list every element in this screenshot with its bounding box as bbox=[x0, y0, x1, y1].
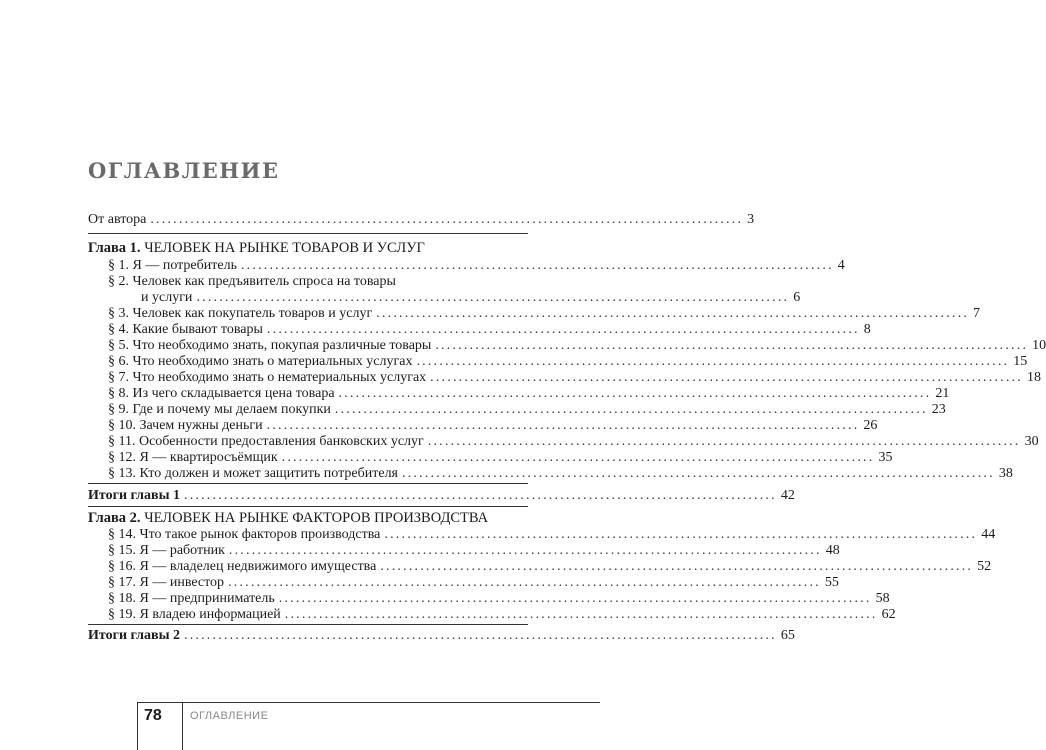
toc-entry-text: § 14. Что такое рынок факторов производства bbox=[108, 527, 381, 542]
section-divider bbox=[88, 483, 528, 484]
toc-entry[interactable] bbox=[108, 354, 1028, 370]
toc-entry-text: § 7. Что необходимо знать о нематериальных услугах bbox=[108, 370, 427, 385]
leader-dots: ........................................................................................................ bbox=[435, 338, 1029, 353]
toc-entry[interactable] bbox=[108, 258, 845, 274]
leader-dots: ........................................................................................................ bbox=[266, 418, 860, 433]
toc-title: ОГЛАВЛЕНИЕ bbox=[88, 158, 280, 183]
toc-entry-text: § 10. Зачем нужны деньги bbox=[108, 418, 263, 433]
toc-entry-continuation[interactable] bbox=[141, 290, 801, 306]
toc-entry-page: 10 bbox=[1032, 338, 1046, 353]
toc-entry-page: 48 bbox=[825, 543, 840, 558]
page-number: 78 bbox=[144, 707, 162, 724]
chapter-title: ЧЕЛОВЕК НА РЫНКЕ ФАКТОРОВ ПРОИЗВОДСТВА bbox=[144, 510, 489, 526]
running-head: ОГЛАВЛЕНИЕ bbox=[190, 710, 269, 722]
footer-divider-left bbox=[137, 702, 138, 750]
toc-entry[interactable] bbox=[108, 306, 981, 322]
toc-entry-text: § 15. Я — работник bbox=[108, 543, 225, 558]
toc-entry[interactable] bbox=[108, 591, 890, 607]
leader-dots: ........................................................................................................ bbox=[150, 212, 744, 227]
toc-entry-text: § 9. Где и почему мы делаем покупки bbox=[108, 402, 331, 417]
leader-dots: ........................................................................................................ bbox=[184, 628, 777, 643]
toc-entry-text: § 5. Что необходимо знать, покупая различные товары bbox=[108, 338, 432, 353]
toc-entry[interactable] bbox=[108, 322, 871, 338]
toc-entry-text: Итоги главы 1 bbox=[88, 488, 180, 503]
toc-entry-intro[interactable] bbox=[88, 212, 755, 228]
toc-entry[interactable] bbox=[108, 418, 878, 434]
toc-entry-text: § 17. Я — инвестор bbox=[108, 575, 225, 590]
toc-entry-page: 55 bbox=[824, 575, 839, 590]
footer-rule bbox=[137, 702, 600, 703]
toc-entry-text: § 6. Что необходимо знать о материальных услугах bbox=[108, 354, 413, 369]
toc-entry-text: § 8. Из чего складывается цена товара bbox=[108, 386, 335, 401]
toc-entry[interactable] bbox=[108, 402, 946, 418]
toc-entry-text: § 3. Человек как покупатель товаров и услуг bbox=[108, 306, 373, 321]
toc-entry-page: 6 bbox=[793, 290, 801, 305]
leader-dots: ........................................................................................................ bbox=[228, 575, 821, 590]
chapter-title: ЧЕЛОВЕК НА РЫНКЕ ТОВАРОВ И УСЛУГ bbox=[144, 240, 425, 256]
toc-entry[interactable] bbox=[108, 559, 992, 575]
toc-entry-text: § 11. Особенности предоставления банковских услуг bbox=[108, 434, 424, 449]
leader-dots: ........................................................................................................ bbox=[228, 543, 822, 558]
toc-entry[interactable] bbox=[108, 466, 1013, 482]
toc-entry[interactable] bbox=[108, 338, 1046, 354]
leader-dots: ........................................................................................................ bbox=[402, 466, 995, 481]
toc-entry[interactable] bbox=[108, 274, 528, 290]
toc-entry-text: Итоги главы 2 bbox=[88, 628, 180, 643]
footer-divider-right bbox=[182, 702, 183, 750]
toc-entry-page: 30 bbox=[1024, 434, 1039, 449]
toc-entry-page: 26 bbox=[863, 418, 878, 433]
toc-entry-page: 35 bbox=[878, 450, 893, 465]
toc-entry[interactable] bbox=[108, 607, 896, 623]
section-divider bbox=[88, 233, 528, 234]
toc-entry[interactable] bbox=[108, 543, 840, 559]
chapter-summary-1[interactable] bbox=[88, 488, 795, 504]
leader-dots: ........................................................................................................ bbox=[334, 402, 928, 417]
leader-dots: ........................................................................................................ bbox=[427, 434, 1021, 449]
chapter-summary-2[interactable] bbox=[88, 628, 795, 644]
leader-dots: ........................................................................................................ bbox=[416, 354, 1010, 369]
toc-entry[interactable] bbox=[108, 527, 996, 543]
toc-entry-text: § 19. Я владею информацией bbox=[108, 607, 281, 622]
chapter-number: Глава 1. bbox=[88, 240, 141, 256]
toc-entry-page: 62 bbox=[881, 607, 896, 622]
section-divider bbox=[88, 506, 528, 507]
toc-entry-text: и услуги bbox=[141, 290, 193, 305]
toc-entry-page: 44 bbox=[981, 527, 996, 542]
toc-entry[interactable] bbox=[108, 575, 839, 591]
toc-entry-text: § 18. Я — предприниматель bbox=[108, 591, 275, 606]
toc-entry-page: 42 bbox=[780, 488, 795, 503]
toc-entry[interactable] bbox=[108, 370, 1041, 386]
toc-entry-page: 4 bbox=[837, 258, 845, 273]
toc-entry-page: 3 bbox=[747, 212, 755, 227]
leader-dots: ........................................................................................................ bbox=[380, 559, 974, 574]
toc-entry-page: 7 bbox=[973, 306, 981, 321]
leader-dots: ........................................................................................................ bbox=[338, 386, 932, 401]
toc-entry-text: § 2. Человек как предъявитель спроса на товары bbox=[108, 274, 396, 289]
leader-dots: ........................................................................................................ bbox=[240, 258, 834, 273]
toc-entry-page: 18 bbox=[1026, 370, 1041, 385]
leader-dots: ........................................................................................................ bbox=[281, 450, 875, 465]
chapter-number: Глава 2. bbox=[88, 510, 141, 526]
toc-entry-page: 52 bbox=[977, 559, 992, 574]
toc-entry-text: От автора bbox=[88, 212, 147, 227]
leader-dots: ........................................................................................................ bbox=[184, 488, 777, 503]
toc-entry-text: § 1. Я — потребитель bbox=[108, 258, 237, 273]
toc-entry-text: § 16. Я — владелец недвижимого имущества bbox=[108, 559, 377, 574]
toc-entry[interactable] bbox=[108, 434, 1039, 450]
leader-dots: ........................................................................................................ bbox=[284, 607, 878, 622]
leader-dots: ........................................................................................................ bbox=[430, 370, 1023, 385]
toc-entry-text: § 13. Кто должен и может защитить потребителя bbox=[108, 466, 398, 481]
leader-dots: ........................................................................................................ bbox=[376, 306, 970, 321]
leader-dots: ........................................................................................................ bbox=[196, 290, 790, 305]
toc-entry-page: 58 bbox=[875, 591, 890, 606]
chapter-heading-1[interactable] bbox=[88, 240, 425, 257]
toc-entry-page: 15 bbox=[1013, 354, 1028, 369]
toc-entry-page: 65 bbox=[780, 628, 795, 643]
toc-entry-page: 21 bbox=[935, 386, 950, 401]
toc-entry[interactable] bbox=[108, 450, 893, 466]
leader-dots: ........................................................................................................ bbox=[384, 527, 978, 542]
toc-entry-text: § 4. Какие бывают товары bbox=[108, 322, 263, 337]
chapter-heading-2[interactable] bbox=[88, 510, 488, 527]
toc-entry-page: 23 bbox=[931, 402, 946, 417]
leader-dots: ........................................................................................................ bbox=[278, 591, 872, 606]
toc-entry[interactable] bbox=[108, 386, 950, 402]
leader-dots: ........................................................................................................ bbox=[266, 322, 860, 337]
section-divider bbox=[88, 624, 528, 625]
toc-entry-page: 38 bbox=[998, 466, 1013, 481]
toc-entry-text: § 12. Я — квартиросъёмщик bbox=[108, 450, 278, 465]
toc-entry-page: 8 bbox=[863, 322, 871, 337]
